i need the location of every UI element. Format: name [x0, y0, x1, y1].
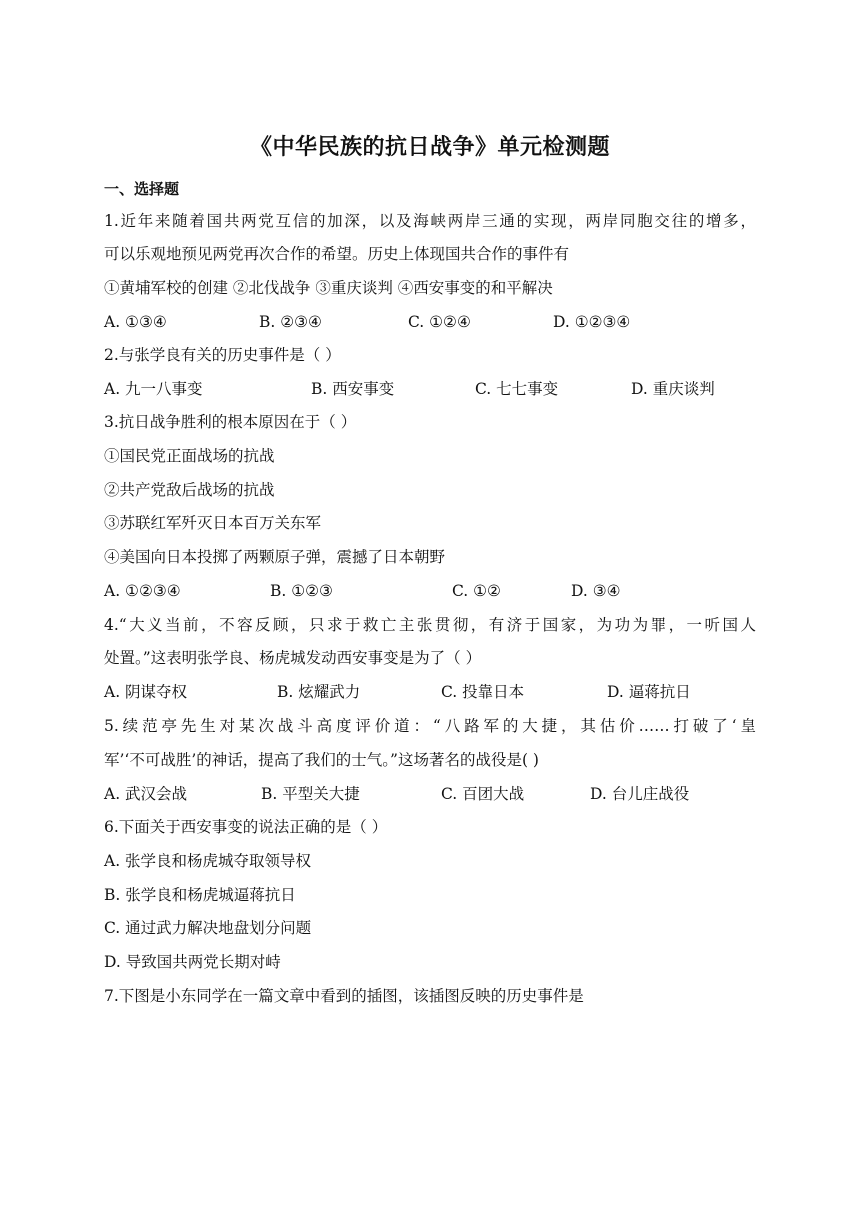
- question-5-option-d: D. 台儿庄战役: [590, 785, 690, 803]
- question-4-option-d: D. 逼蒋抗日: [607, 683, 691, 701]
- question-4-option-c: C. 投靠日本: [441, 683, 525, 701]
- question-5-option-a: A. 武汉会战: [104, 785, 188, 803]
- question-1-option-d: D. ①②③④: [553, 313, 631, 331]
- question-6-option-d: D. 导致国共两党长期对峙: [104, 953, 281, 971]
- question-3-option-a: A. ①②③④: [104, 582, 181, 600]
- question-3-stem: 3.抗日战争胜利的根本原因在于（ ）: [104, 413, 357, 431]
- question-4-option-b: B. 炫耀武力: [277, 683, 361, 701]
- question-6-option-a: A. 张学良和杨虎城夺取领导权: [104, 852, 312, 870]
- question-5-option-b: B. 平型关大捷: [261, 785, 360, 803]
- question-1-option-c: C. ①②④: [408, 313, 471, 331]
- question-3-item-2: ②共产党敌后战场的抗战: [104, 481, 275, 499]
- question-5-option-c: C. 百团大战: [441, 785, 525, 803]
- question-3-item-1: ①国民党正面战场的抗战: [104, 447, 275, 465]
- question-4-line-1: 4.“大义当前，不容反顾，只求于救亡主张贯彻，有济于国家，为功为罪，一听国人: [104, 616, 756, 634]
- question-3-option-c: C. ①②: [452, 582, 501, 600]
- page-title: 《中华民族的抗日战争》单元检测题: [249, 135, 610, 160]
- question-2-stem: 2.与张学良有关的历史事件是（ ）: [104, 346, 341, 364]
- question-3-option-b: B. ①②③: [270, 582, 333, 600]
- question-4-option-a: A. 阴谋夺权: [104, 683, 188, 701]
- question-5-line-1: 5.续范亭先生对某次战斗高度评价道：“八路军的大捷，其估价……打破了‘皇: [104, 717, 756, 735]
- question-4-line-2: 处置。”这表明张学良、杨虎城发动西安事变是为了（ ）: [104, 649, 482, 667]
- question-1-option-a: A. ①③④: [104, 313, 167, 331]
- question-6-option-b: B. 张学良和杨虎城逼蒋抗日: [104, 886, 296, 904]
- question-6-option-c: C. 通过武力解决地盘划分问题: [104, 919, 312, 937]
- question-2-option-d: D. 重庆谈判: [631, 380, 715, 398]
- question-6-stem: 6.下面关于西安事变的说法正确的是（ ）: [104, 818, 388, 836]
- question-1-option-b: B. ②③④: [259, 313, 322, 331]
- question-3-item-4: ④美国向日本投掷了两颗原子弹，震撼了日本朝野: [104, 548, 446, 566]
- question-2-option-a: A. 九一八事变: [104, 380, 203, 398]
- question-5-line-2: 军’‘不可战胜’的神话，提高了我们的士气。”这场著名的战役是( ): [104, 751, 539, 769]
- question-3-item-3: ③苏联红军歼灭日本百万关东军: [104, 514, 322, 532]
- section-heading: 一、选择题: [104, 180, 180, 198]
- question-2-option-b: B. 西安事变: [311, 380, 395, 398]
- question-2-option-c: C. 七七事变: [475, 380, 559, 398]
- question-1-line-2: 可以乐观地预见两党再次合作的希望。历史上体现国共合作的事件有: [104, 245, 570, 263]
- question-1-items: ①黄埔军校的创建 ②北伐战争 ③重庆谈判 ④西安事变的和平解决: [104, 279, 553, 297]
- question-1-line-1: 1.近年来随着国共两党互信的加深，以及海峡两岸三通的实现，两岸同胞交往的增多，: [104, 212, 756, 230]
- question-3-option-d: D. ③④: [571, 582, 621, 600]
- question-7-stem: 7.下图是小东同学在一篇文章中看到的插图，该插图反映的历史事件是: [104, 987, 584, 1005]
